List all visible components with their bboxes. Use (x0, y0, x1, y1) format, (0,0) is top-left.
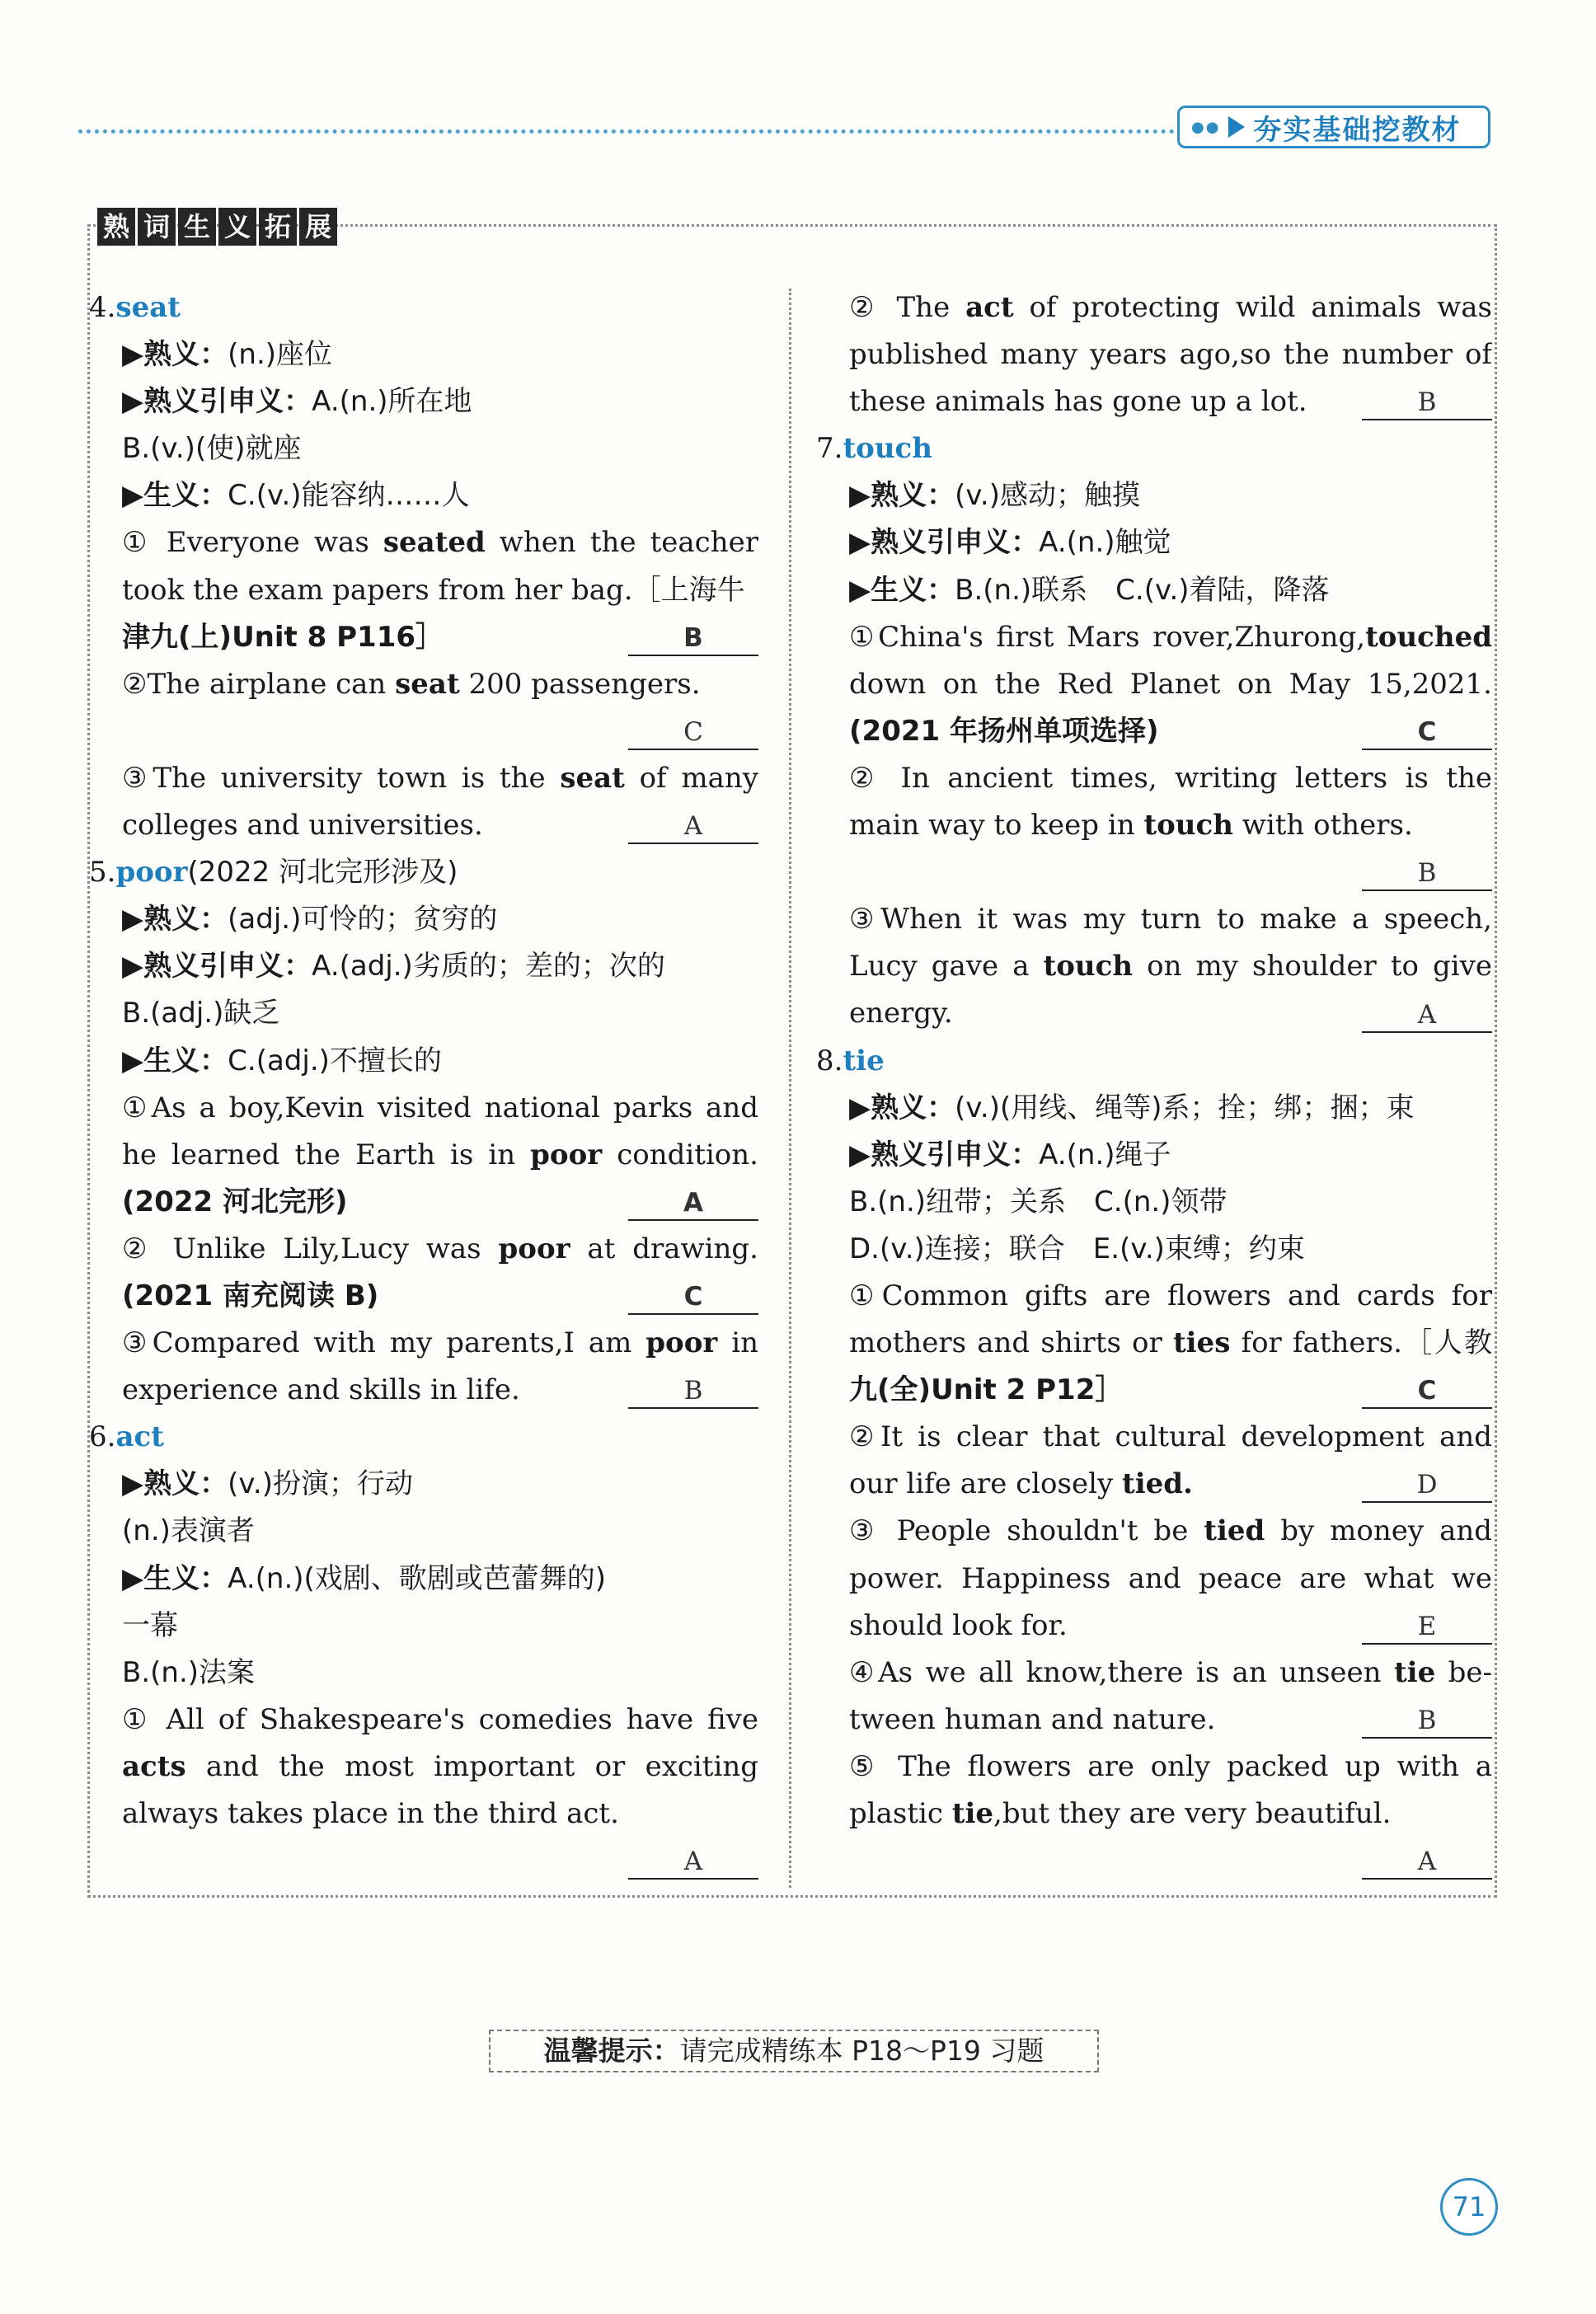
answer-line (816, 1838, 1492, 1885)
label-familiar: ▶熟义： (122, 338, 228, 372)
definition-line: ▶生义：A.(n.)(戏剧、歌剧或芭蕾舞的) (122, 1561, 607, 1595)
definition-line: B.(n.)法案 (122, 1655, 256, 1689)
entry-word: tie (843, 1044, 885, 1077)
box-label-char: 展 (299, 208, 337, 246)
answer-blank: B (1362, 857, 1492, 891)
label-extended: ▶熟义引申义： (122, 385, 312, 419)
example-line: these animals has gone up a lot. B (816, 378, 1492, 425)
example-line: plastic tie,but they are very beautiful. (849, 1797, 1392, 1830)
definition-text: A.(n.)所在地 (312, 385, 472, 419)
definition-line: ▶熟义引申义：A.(n.)绳子 (849, 1138, 1171, 1171)
answer-blank: C (628, 716, 758, 750)
definition-line: ▶熟义：(adj.)可怜的；贫穷的 (122, 903, 498, 936)
example-line: colleges and universities. A (89, 802, 758, 849)
example-line: ③ People shouldn't be tied by money and (849, 1514, 1492, 1548)
reminder-box (489, 2030, 1099, 2072)
definition-line: 一幕 (122, 1608, 178, 1642)
example-line: our life are closely tied. D (816, 1461, 1492, 1508)
definition-line: ▶熟义：(v.)扮演；行动 (122, 1467, 413, 1501)
reminder-label: 温馨提示： (543, 2035, 680, 2067)
box-label (97, 208, 337, 246)
page-number: 71 (1440, 2178, 1498, 2236)
example-line: ⑤ The flowers are only packed up with a (849, 1749, 1492, 1783)
example-line: ③Compared with my parents,I am poor in (122, 1326, 758, 1360)
answer-line (89, 1838, 758, 1885)
definition-line: ▶熟义引申义：A.(n.)触觉 (849, 526, 1171, 560)
header-dotted-rule (78, 129, 1175, 134)
example-line: ② Unlike Lily,Lucy was poor at drawing. (122, 1232, 758, 1265)
right-column (816, 284, 1492, 1885)
answer-blank: A (628, 810, 758, 844)
example-line: ①As a boy,Kevin visited national parks and (122, 1091, 758, 1124)
entry-word: touch (843, 432, 932, 466)
example-line: down on the Red Planet on May 15,2021. (849, 667, 1492, 701)
answer-line (89, 708, 758, 755)
entry-word: poor (115, 856, 188, 889)
entry-word: seat (115, 291, 181, 324)
answer-blank: A (628, 1186, 758, 1221)
entry-heading: 7.touch (816, 432, 932, 466)
arrow-right-icon (1228, 116, 1245, 138)
example-line: ① Everyone was seated when the teacher (122, 526, 758, 560)
box-label-char: 义 (218, 208, 256, 246)
definition-line: ▶熟义：(v.)(用线、绳等)系；拴；绑；捆；束 (849, 1091, 1415, 1124)
definition-line: B.(adj.)缺乏 (122, 997, 280, 1030)
answer-blank: B (628, 1374, 758, 1409)
answer-blank: A (1362, 1845, 1492, 1880)
definition-line: (n.)表演者 (122, 1514, 255, 1548)
box-label-char: 熟 (97, 208, 135, 246)
example-line: mothers and shirts or ties for fathers.［人教 (849, 1326, 1492, 1360)
definition-line: B.(n.)纽带；关系 C.(n.)领带 (849, 1185, 1228, 1218)
definition-line (89, 378, 758, 425)
answer-blank: A (628, 1845, 758, 1880)
example-line: experience and skills in life. B (89, 1367, 758, 1414)
reminder-text: 请完成精练本 P18～P19 习题 (679, 2035, 1044, 2067)
example-line: published many years ago,so the number of (849, 338, 1492, 372)
definition-line: D.(v.)连接；联合 E.(v.)束缚；约束 (849, 1232, 1305, 1265)
example-line: acts and the most important or exciting (122, 1749, 758, 1783)
example-line: (2022 河北完形) A (89, 1179, 758, 1226)
answer-blank: C (628, 1280, 758, 1315)
entry-heading: 8.tie (816, 1044, 885, 1077)
answer-blank: B (628, 622, 758, 656)
example-line: tween human and nature. B (816, 1697, 1492, 1744)
answer-blank: D (1362, 1468, 1492, 1503)
definition-line: ▶熟义引申义：A.(adj.)劣质的；差的；次的 (122, 950, 665, 983)
definition-line: ▶生义：B.(n.)联系 C.(v.)着陆，降落 (849, 573, 1330, 607)
example-line: 九(全)Unit 2 P12］ C (816, 1367, 1492, 1414)
section-header-title: 夯实基础挖教材 (1253, 113, 1462, 147)
entry-heading: 5.poor(2022 河北完形涉及) (89, 856, 458, 889)
entry-word: act (115, 1420, 164, 1454)
example-line: ②The airplane can seat 200 passengers. (122, 667, 701, 701)
example-line: took the exam papers from her bag.［上海牛 (122, 573, 745, 607)
definition-text: (n.)座位 (228, 338, 333, 372)
example-line: ②It is clear that cultural development and (849, 1420, 1492, 1454)
dots-icon: ●● (1191, 118, 1221, 136)
box-label-char: 词 (138, 208, 176, 246)
left-column (89, 284, 758, 1885)
example-line: he learned the Earth is in poor condition. (122, 1138, 758, 1171)
example-line: Lucy gave a touch on my shoulder to give (849, 950, 1492, 983)
box-label-char: 拓 (259, 208, 297, 246)
definition-line (89, 331, 758, 378)
example-line: ①Common gifts are flowers and cards for (849, 1279, 1492, 1312)
example-line: ① All of Shakespeare's comedies have five (122, 1702, 758, 1736)
example-line: power. Happiness and peace are what we (849, 1561, 1492, 1595)
example-line: ①China's first Mars rover,Zhurong,touched (849, 620, 1492, 654)
example-line: always takes place in the third act. (122, 1797, 619, 1830)
column-divider (789, 289, 791, 1888)
example-line: ③The university town is the seat of many (122, 761, 758, 795)
answer-blank: A (1362, 998, 1492, 1033)
answer-blank: E (1362, 1610, 1492, 1645)
example-line: should look for. E (816, 1603, 1492, 1650)
answer-blank: B (1362, 386, 1492, 420)
label-new: ▶生义： (122, 479, 228, 513)
answer-blank: C (1362, 1374, 1492, 1409)
definition-line: ▶熟义：(v.)感动；触摸 (849, 479, 1140, 513)
example-line: 津九(上)Unit 8 P116］ B (89, 614, 758, 661)
definition-line: B.(v.)(使)就座 (122, 432, 302, 466)
example-line: (2021 年扬州单项选择) C (816, 708, 1492, 755)
example-line: ② The act of protecting wild animals was (849, 291, 1492, 324)
example-line: ② In ancient times, writing letters is the (849, 761, 1492, 795)
example-line: energy. A (816, 990, 1492, 1037)
entry-source-note: (2022 河北完形涉及) (187, 856, 458, 889)
example-line: ③When it was my turn to make a speech, (849, 903, 1492, 936)
answer-blank: B (1362, 1704, 1492, 1739)
answer-blank: C (1362, 716, 1492, 750)
entry-number: 4. (89, 291, 116, 324)
definition-line (89, 472, 758, 519)
definition-line: ▶生义：C.(adj.)不擅长的 (122, 1044, 442, 1077)
example-line: (2021 南充阅读 B) C (89, 1273, 758, 1320)
box-label-char: 生 (178, 208, 216, 246)
section-header-tab (1177, 106, 1490, 148)
example-line: main way to keep in touch with others. (849, 809, 1413, 843)
definition-text: C.(v.)能容纳……人 (228, 479, 470, 513)
entry-heading (89, 284, 758, 331)
answer-line (816, 849, 1492, 896)
example-line: ④As we all know,there is an unseen tie be- (849, 1655, 1492, 1689)
entry-heading: 6.act (89, 1420, 164, 1454)
